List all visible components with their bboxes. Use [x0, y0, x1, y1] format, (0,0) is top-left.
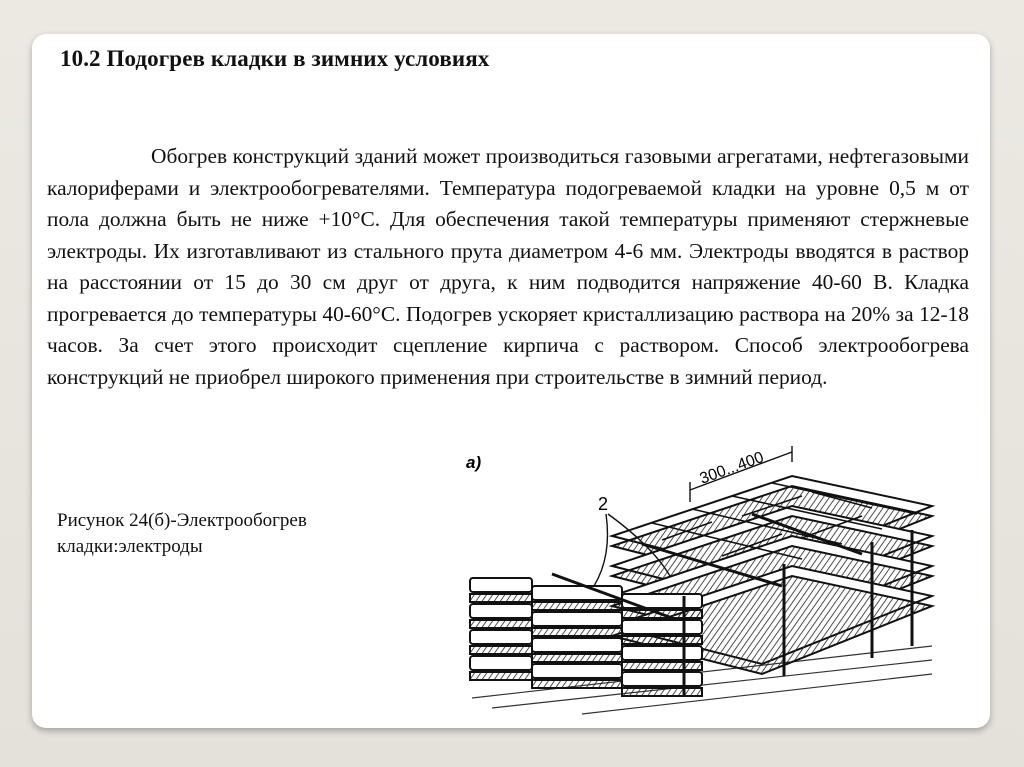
figure-label-a: а) [466, 453, 482, 472]
brick-electrode-illustration [462, 446, 940, 718]
dimension-label: 300...400 [697, 448, 767, 488]
callout-label: 2 [598, 494, 609, 514]
figure-caption: Рисунок 24(б)-Электрообогрев кладки:электроды [57, 510, 307, 557]
brick-stack-front [470, 578, 702, 696]
body-paragraph: Обогрев конструкций зданий может производиться газовыми агрегатами, нефтегазовыми калориферами и электрообогревателями. Температура подогреваемой кладки на уровне 0,5 м от пола должна быть не ниже +10°С. Для обеспечения такой температуры применяют стержневые электроды. Их изготавливают из стального прута диаметром 4-6 мм. Электроды вводятся в раствор на расстоянии от 15 до 30 см друг от друга, к ним подводится напряжение 40-60 В. Кладка прогревается до температуры 40-60°С. Подогрев ускоряет кристаллизацию раствора на 20% за 12-18 часов. За счет этого происходит сцепление кирпича с раствором. Способ электрообогрева конструкций не приобрел широкого применения при строительстве в зимний период. [47, 144, 969, 389]
slide-title: 10.2 Подогрев кладки в зимних условиях [60, 46, 490, 71]
